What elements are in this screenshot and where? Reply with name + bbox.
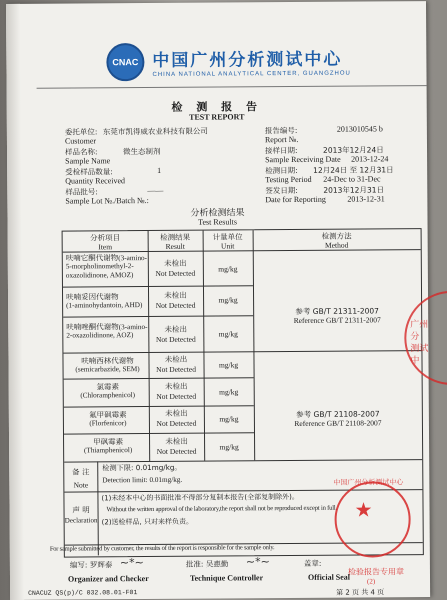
method-1-cn: 参考 GB/T 21311-2007 bbox=[295, 306, 379, 316]
note-label-cn: 备 注 bbox=[72, 467, 90, 477]
testing-value-en: 24-Dec to 31-Dec bbox=[323, 174, 381, 184]
organizer-label-en: Organizer and Checker bbox=[67, 574, 149, 584]
receiving-label-cn: 接样日期: bbox=[264, 145, 298, 156]
note-text-cn: 检测下限: 0.01mg/kg。 bbox=[102, 462, 182, 473]
declaration-label-cn: 声 明 bbox=[72, 505, 90, 515]
table-row: 氯霉素 (Chloramphenicol) bbox=[80, 382, 136, 400]
quantity-value: 1 bbox=[157, 165, 162, 175]
note-text-en: Detection limit: 0.01mg/kg. bbox=[102, 475, 183, 485]
report-no-label-en: Report №. bbox=[264, 134, 299, 145]
table-row: 呋喃西林代谢物 (semicarbazide, SEM) bbox=[75, 356, 140, 374]
lot-value: —— bbox=[147, 185, 164, 196]
sample-name-value: 微生态制剂 bbox=[123, 146, 161, 157]
controller-signature: ~*~ bbox=[245, 555, 270, 569]
header-item-cn: 分析项目 bbox=[90, 233, 121, 243]
stamp-number: (2) bbox=[367, 577, 376, 586]
results-title-cn: 分析检测结果 bbox=[190, 208, 245, 219]
sample-name-label-en: Sample Name bbox=[65, 156, 111, 166]
header-unit-cn: 计量单位 bbox=[212, 232, 243, 242]
seal-label-en: Official Seal bbox=[307, 572, 351, 582]
stamp-ring-text: 中国广州分析测试中心 bbox=[333, 478, 404, 487]
note-label-en: Note bbox=[73, 480, 89, 490]
results-title-en: Test Results bbox=[198, 217, 237, 227]
table-row: 氟甲砜霉素 (Florfenicor) bbox=[89, 410, 127, 428]
cnac-logo-icon: CNAC bbox=[106, 43, 144, 81]
lot-label-cn: 样品批号: bbox=[65, 187, 98, 197]
organizer-label-cn: 编写: 罗辉泰 bbox=[69, 560, 113, 570]
declaration-line-1: (1)未经本中心的书面批准不得部分复制本报告(全部复制除外)。 bbox=[101, 492, 299, 503]
receiving-label-en: Sample Receiving Date bbox=[265, 154, 341, 165]
header-item-en: Item bbox=[98, 242, 113, 252]
results-table: 分析项目 Item 检测结果 Result 计量单位 Unit 检测方法 Method 呋喃它酮代谢物(3-amino-5-morpholinomethyl-2-oxazolidinone, AMOZ) 未检出 Not Detected mg/kg 呋喃妥因代谢物 (1-aminohydantoin, AHD) 未检出 Not Detected mg/kg 呋喃唑酮代谢物(3-amino-2-oxazolidinone, AOZ) 未检出 Not Detected mg/kg 呋喃西林代谢物 (semicarbazide, SEM) 未检出 Not Detected mg/kg 氯霉素 (Chloramphenicol) 未检出 Not Detected mg/kg 氟甲砜霉素 (Florfenicor) 未检出 Not Detected mg/kg 甲砜霉素 (Thiamphenicol) 未检出 Not Detected mg/kg 参考 GB/T 21311-2007 Reference GB/T 21311-2007 参考 GB/T 21108-2007 Reference GB/T 21108-2007 备 注 Note 检测下限: 0.01mg/kg。 Detection limit: 0.01mg/kg. 声 明 Declaration (1)未经本中心的书面批准不得部分复制本报告(全部复制除外)。 Without the written approval of the laboratory,the report shall not be reproduced except in full. (2)送检样品, 只对来样负责。 bbox=[62, 228, 424, 558]
seal-label-cn: 盖章: bbox=[303, 558, 322, 568]
issue-value-cn: 2013年12月31日 bbox=[323, 185, 385, 195]
official-seal-stamp bbox=[334, 481, 411, 558]
controller-label-en: Technique Controller bbox=[189, 573, 264, 583]
table-row: 甲砜霉素 (Thiamphenicol) bbox=[83, 437, 133, 455]
header-divider bbox=[37, 85, 427, 89]
method-2-en: Reference GB/T 21108-2007 bbox=[294, 418, 382, 428]
issue-value-en: 2013-12-31 bbox=[347, 194, 385, 204]
testing-label-cn: 检测日期: bbox=[265, 165, 298, 176]
stamp-bottom-text: 检验报告专用章 bbox=[347, 567, 405, 577]
issue-label-cn: 签发日期: bbox=[265, 185, 298, 196]
header-result-cn: 检测结果 bbox=[160, 232, 191, 242]
declaration-label-en: Declaration bbox=[64, 516, 98, 525]
page-number: 第 2 页 共 4 页 bbox=[336, 588, 385, 597]
declaration-line-2: Without the written approval of the laboratory,the report shall not be reproduced except in full. bbox=[106, 504, 337, 514]
letterhead bbox=[106, 42, 351, 82]
table-row: 呋喃唑酮代谢物(3-amino-2-oxazolidinone, AOZ) bbox=[66, 322, 148, 340]
receiving-value-en: 2013-12-24 bbox=[351, 154, 389, 164]
center-name-cn: 中国广州分析测试中心 bbox=[152, 49, 343, 71]
table-row: 呋喃它酮代谢物(3-amino-5-morpholinomethyl-2-oxazolidinone, AMOZ) bbox=[65, 253, 148, 280]
organizer-signature: ~*~ bbox=[119, 556, 144, 570]
report-title-en: TEST REPORT bbox=[189, 112, 245, 122]
customer-value: 东莞市凯得威农业科技有限公司 bbox=[102, 126, 208, 137]
controller-label-cn: 批准: 吴惠勤 bbox=[185, 559, 229, 569]
quantity-label-cn: 受检样品数量: bbox=[65, 167, 113, 177]
quantity-label-en: Quantity Received bbox=[65, 176, 126, 186]
method-1-en: Reference GB/T 21311-2007 bbox=[293, 315, 381, 325]
declaration-line-4: For sample submitted by customer, the results of the report is responsible for the sample only. bbox=[49, 544, 275, 553]
header-unit-en: Unit bbox=[220, 241, 235, 251]
report-page bbox=[6, 1, 430, 600]
side-stamp-text: 广州分 测试中 bbox=[410, 320, 429, 367]
report-no-value: 2013010545 b bbox=[336, 124, 383, 134]
center-name-en: CHINA NATIONAL ANALYTICAL CENTER, GUANGZHOU bbox=[152, 70, 351, 78]
report-title-cn: 检 测 报 告 bbox=[171, 100, 263, 114]
method-2-cn: 参考 GB/T 21108-2007 bbox=[296, 409, 380, 419]
issue-label-en: Date for Reporting bbox=[265, 194, 326, 205]
report-no-label-cn: 报告编号: bbox=[264, 125, 298, 136]
stamp-star-icon: ★ bbox=[354, 497, 373, 522]
declaration-line-3: (2)送检样品, 只对来样负责。 bbox=[101, 517, 194, 527]
header-method-cn: 检测方法 bbox=[321, 231, 352, 241]
table-row: 呋喃妥因代谢物 (1-aminohydantoin, AHD) bbox=[66, 292, 143, 310]
receiving-value-cn: 2013年12月24日 bbox=[322, 145, 384, 155]
sample-name-label-cn: 样品名称: bbox=[65, 147, 98, 157]
header-method-en: Method bbox=[324, 240, 349, 250]
customer-label-en: Customer bbox=[64, 136, 97, 146]
lot-label-en: Sample Lot №./Batch №.: bbox=[65, 196, 149, 206]
testing-value-cn: 12月24日 至 12月31日 bbox=[313, 165, 394, 175]
form-code: CNACUZ QS(p)/C 032.08.01-F01 bbox=[28, 589, 138, 597]
testing-label-en: Testing Period bbox=[265, 174, 312, 185]
header-result-en: Result bbox=[165, 241, 185, 251]
customer-label-cn: 委托单位: bbox=[64, 127, 98, 137]
